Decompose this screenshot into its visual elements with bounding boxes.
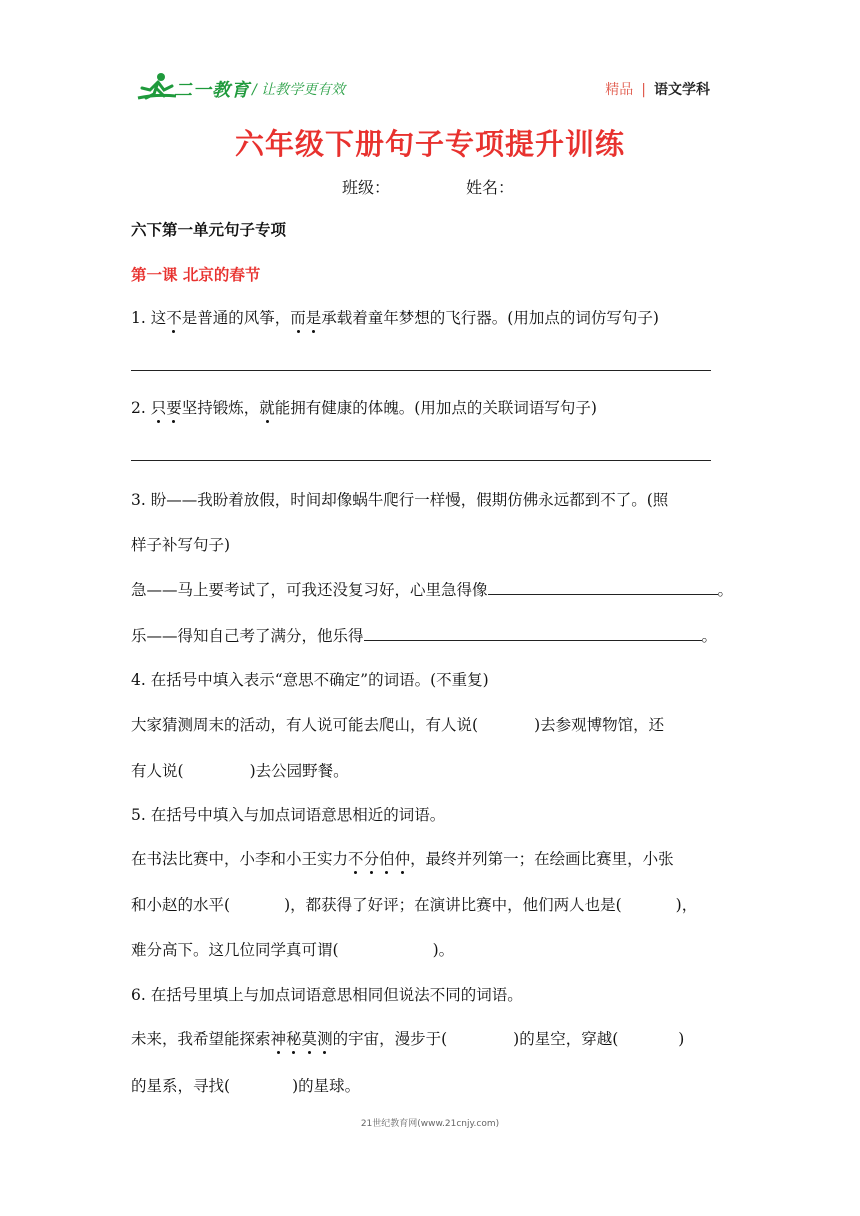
page-title: 六年级下册句子专项提升训练 [234,127,625,161]
question-5-line1: 5. 在括号中填入与加点词语意思相近的词语。 [131,806,446,824]
question-2: 2. 只要坚持锻炼，就能拥有健康的体魄。(用加点的关联词语写句子) [131,396,597,418]
question-4-line1: 4. 在括号中填入表示“意思不确定”的词语。(不重复) [131,671,489,689]
question-5-line3: 和小赵的水平( )，都获得了好评；在演讲比赛中，他们两人也是( )， [131,896,698,914]
question-6-line3: 的星系，寻找( )的星球。 [131,1077,361,1095]
question-4-line3: 有人说( )去公园野餐。 [131,762,349,780]
class-label: 班级： [342,178,391,197]
subject-label: 语文学科 [654,82,710,98]
page-footer: 21世纪教育网(www.21cnjy.com) [360,1119,500,1129]
question-5-line4: 难分高下。这几位同学真可谓( )。 [131,941,455,959]
header-right [605,79,710,99]
question-4-line2: 大家猜测周末的活动，有人说可能去爬山，有人说( )去参观博物馆，还 [131,716,665,734]
header-separator: | [641,82,646,98]
name-label: 姓名： [466,178,515,197]
question-3-line1: 3. 盼——我盼着放假，时间却像蜗牛爬行一样慢，假期仿佛永远都到不了。(照 [131,491,669,509]
fill-blank-3a[interactable] [488,580,718,595]
question-3-line2: 样子补写句子) [131,536,231,554]
question-5-line2: 在书法比赛中，小李和小王实力不分伯仲，最终并列第一；在绘画比赛里，小张 [131,847,674,869]
question-3-line4: 乐——得知自己考了满分，他乐得 。 [131,627,718,645]
unit-heading: 六下第一单元句子专项 [131,221,287,239]
answer-line-2[interactable] [131,460,711,461]
lesson-heading: 第一课 北京的春节 [131,266,261,284]
slogan: / 让教学更有效 [252,82,346,98]
class-name-line [342,175,514,198]
logo-text: 二一教育 [174,80,250,101]
question-3-line3: 急——马上要考试了，可我还没复习好，心里急得像 。 [131,581,734,599]
quality-label: 精品 [605,82,634,98]
answer-line-1[interactable] [131,370,711,371]
fill-blank-3b[interactable] [364,626,702,641]
question-6-line1: 6. 在括号里填上与加点词语意思相同但说法不同的词语。 [131,986,523,1004]
question-1: 1. 这不是普通的风筝，而是承载着童年梦想的飞行器。(用加点的词仿写句子) [131,306,659,328]
question-6-line2: 未来，我希望能探索神秘莫测的宇宙，漫步于( )的星空，穿越( ) [131,1027,684,1049]
